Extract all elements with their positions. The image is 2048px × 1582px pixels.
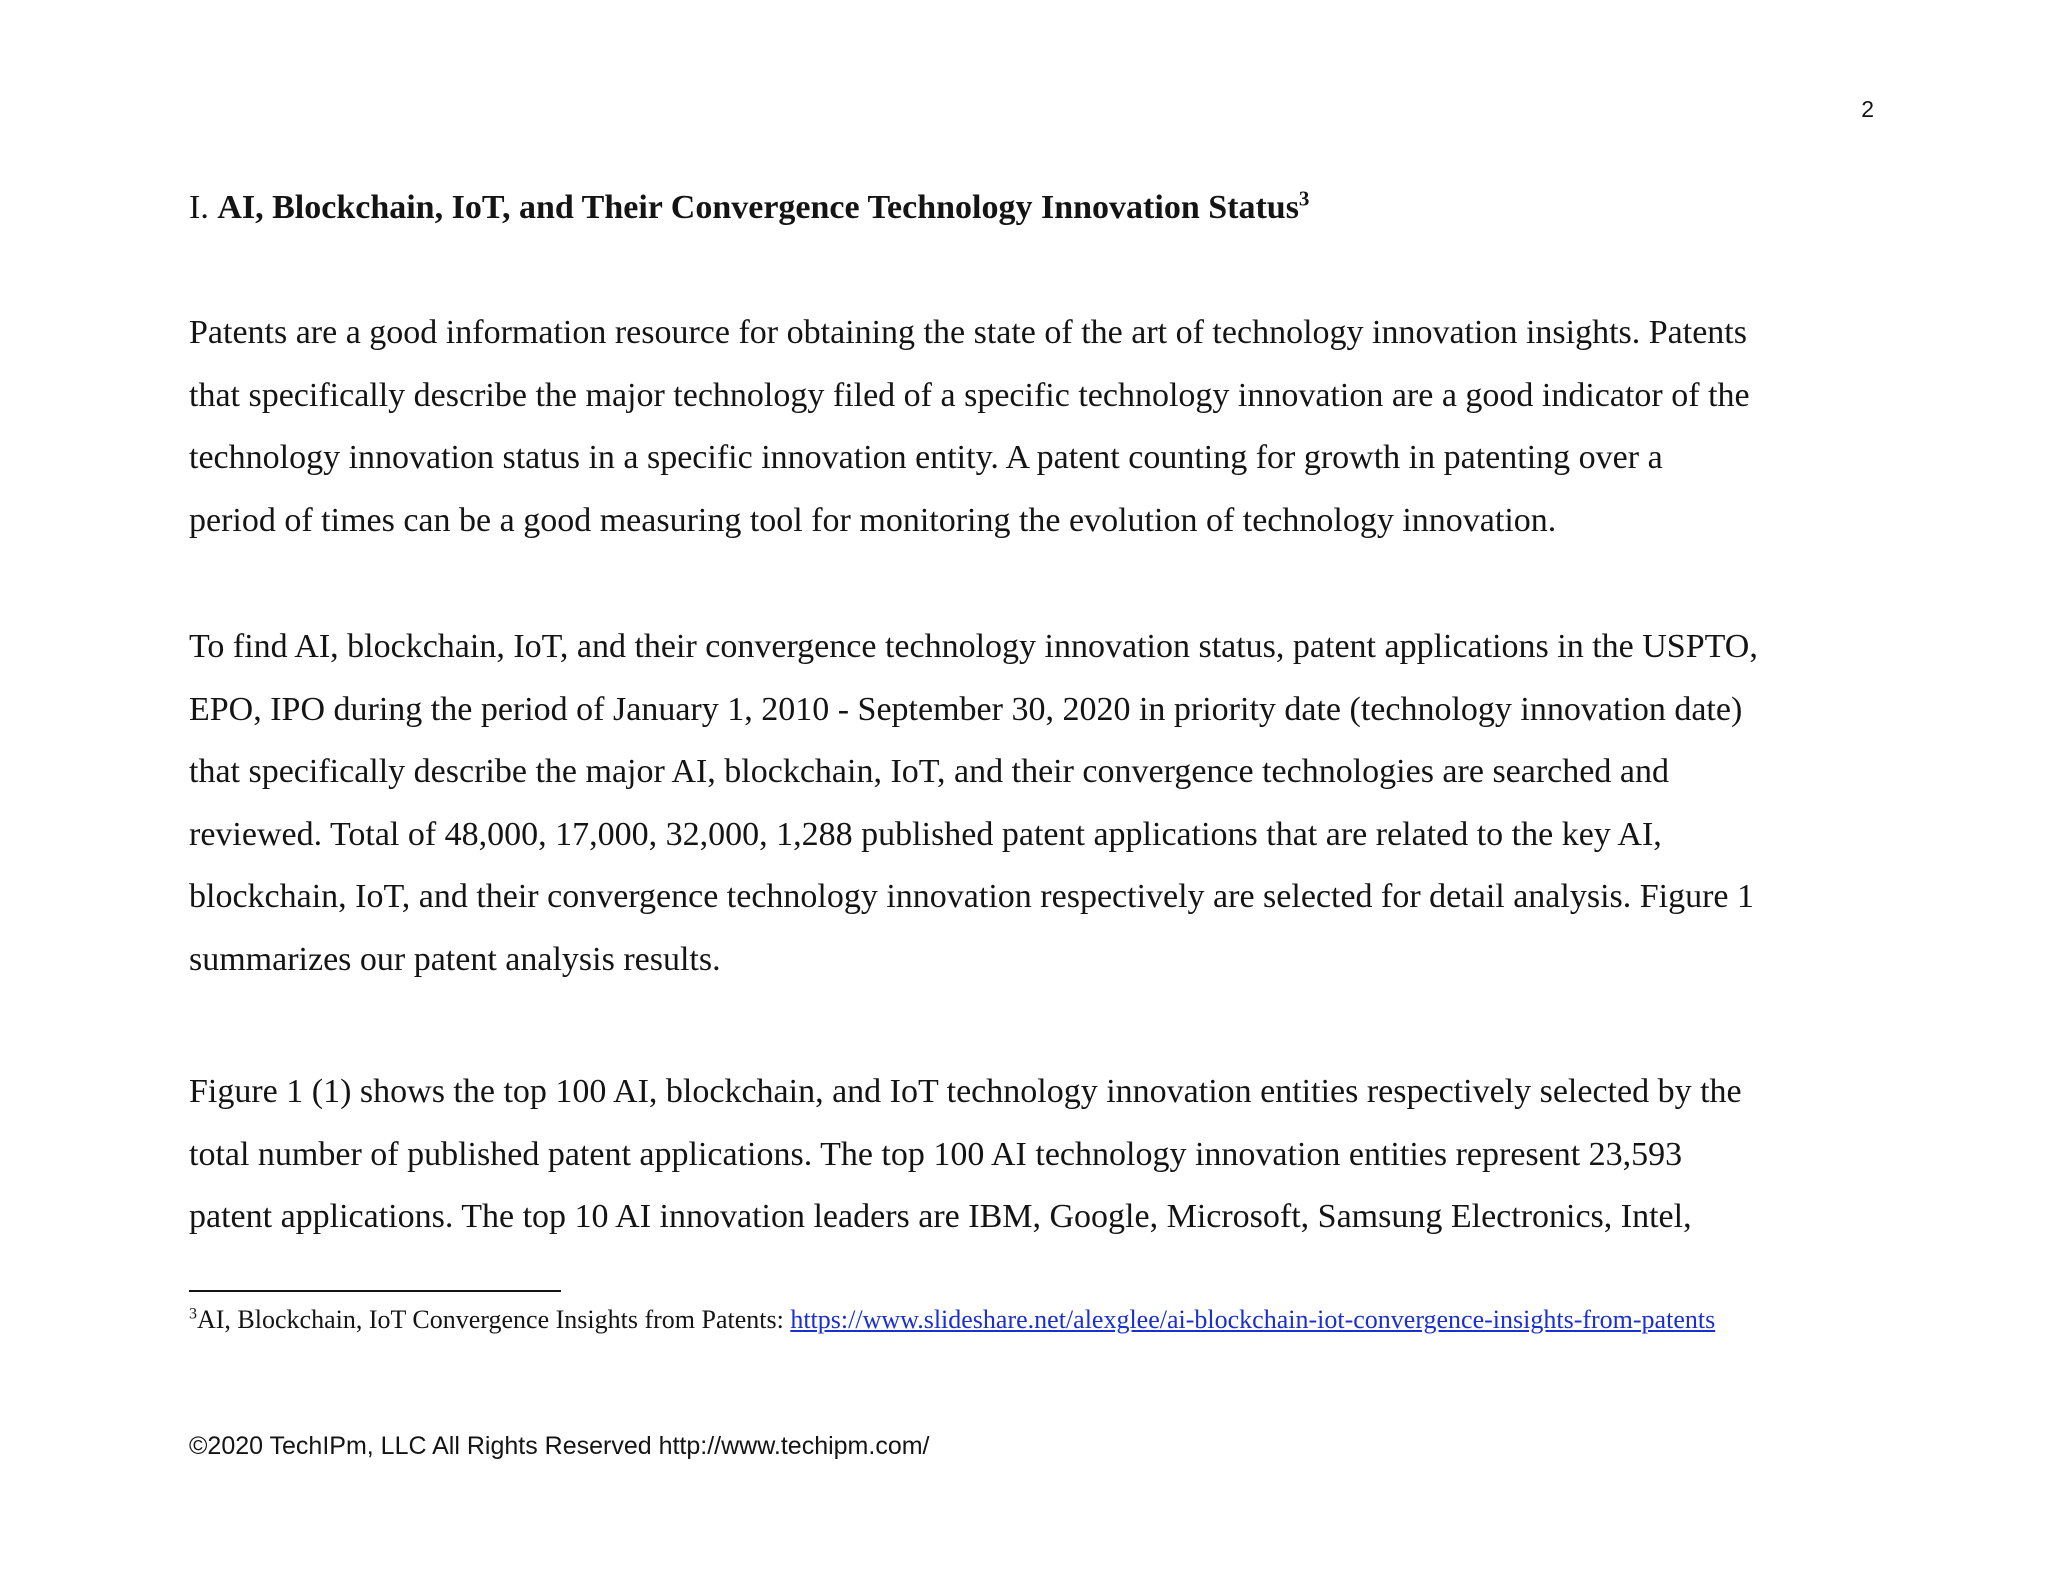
page-number: 2 [1861, 96, 1874, 122]
footnote [189, 1302, 1715, 1338]
footnote-reference[interactable]: 3 [1298, 186, 1310, 211]
text-line: EPO, IPO during the period of January 1, 2010 - September 30, 2020 in priority date (technology innovation date) [189, 690, 1743, 728]
text-line: reviewed. Total of 48,000, 17,000, 32,000, 1,288 published patent applications that are related to the key AI, [189, 815, 1662, 853]
text-line: To find AI, blockchain, IoT, and their convergence technology innovation status, patent applications in the USPTO, [189, 628, 1758, 665]
footnote-text: AI, Blockchain, IoT Convergence Insights from Patents: [197, 1305, 791, 1334]
paragraph-figure-1 [189, 1061, 1909, 1249]
section-heading-prefix: I. [189, 189, 218, 226]
section-heading [189, 184, 1309, 232]
text-line: Patents are a good information resource for obtaining the state of the art of technology innovation insights. Patents [189, 314, 1747, 351]
text-line: period of times can be a good measuring tool for monitoring the evolution of technology innovation. [189, 501, 1557, 539]
text-line: technology innovation status in a specific innovation entity. A patent counting for growth in patenting over a [189, 439, 1663, 476]
footnote-link[interactable]: https://www.slideshare.net/alexglee/ai-blockchain-iot-convergence-insights-from-patents [790, 1305, 1716, 1334]
copyright-footer: ©2020 TechIPm, LLC All Rights Reserved http://www.techipm.com/ [189, 1432, 930, 1460]
footnote-number: 3 [189, 1305, 197, 1323]
footnote-separator [189, 1290, 561, 1292]
text-line: patent applications. The top 10 AI innovation leaders are IBM, Google, Microsoft, Samsung Electronics, Intel, [189, 1198, 1692, 1235]
paragraph-methodology [189, 616, 1909, 991]
text-line: summarizes our patent analysis results. [189, 940, 721, 978]
text-line: total number of published patent applications. The top 100 AI technology innovation entities represent 23,593 [189, 1135, 1683, 1173]
section-heading-title: AI, Blockchain, IoT, and Their Convergence Technology Innovation Status [217, 189, 1299, 226]
text-line: blockchain, IoT, and their convergence technology innovation respectively are selected for detail analysis. Figure 1 [189, 878, 1755, 915]
paragraph-patents-resource [189, 302, 1909, 552]
text-line: that specifically describe the major technology filed of a specific technology innovation are a good indicator of the [189, 376, 1750, 414]
text-line: Figure 1 (1) shows the top 100 AI, blockchain, and IoT technology innovation entities respectively selected by the [189, 1073, 1742, 1110]
text-line: that specifically describe the major AI, blockchain, IoT, and their convergence technologies are searched and [189, 753, 1669, 790]
